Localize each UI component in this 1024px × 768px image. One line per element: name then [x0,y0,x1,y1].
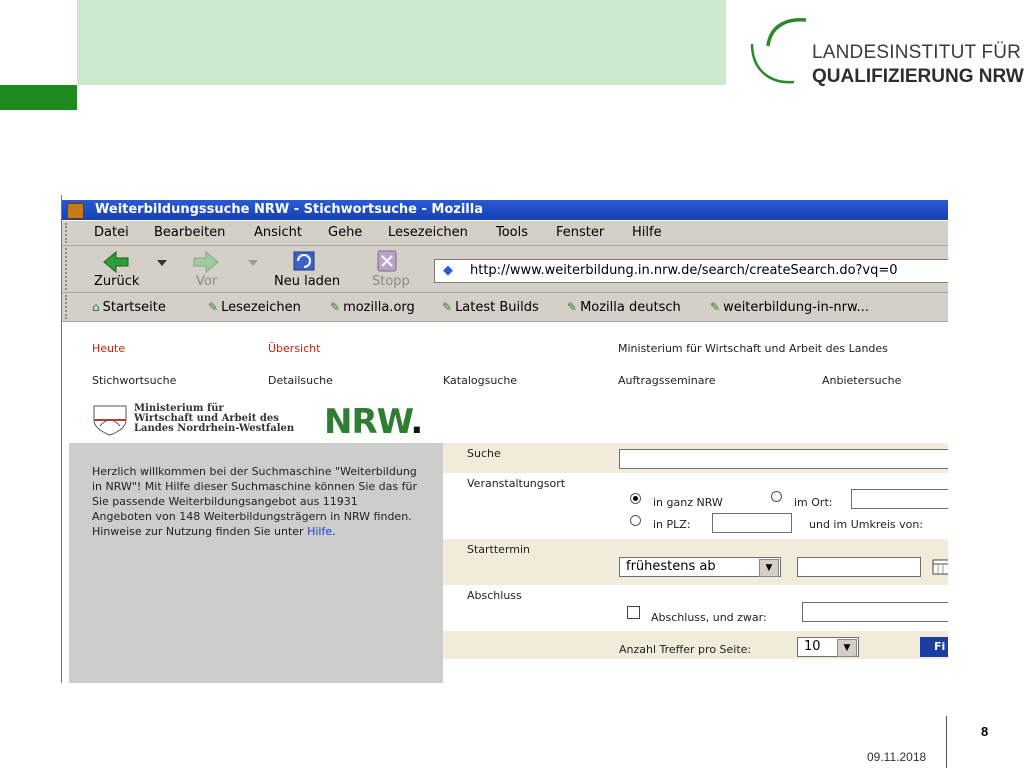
link-ministerium[interactable]: Ministerium für Wirtschaft und Arbeit des Landes [618,342,888,355]
treffer-select[interactable]: 10 ▼ [797,637,859,657]
abschluss-checkbox[interactable] [627,606,640,619]
radio-im-ort-label: im Ort: [794,496,833,509]
top-green-band [77,0,726,85]
tab-detailsuche[interactable]: Detailsuche [268,374,333,387]
window-title: Weiterbildungssuche NRW - Stichwortsuche - Mozilla [95,202,483,217]
green-accent-block [0,85,77,110]
tab-katalogsuche[interactable]: Katalogsuche [443,374,518,387]
toolbar-grip[interactable] [65,248,77,290]
menu-tools[interactable]: Tools [496,225,529,240]
ministry-logo-line3: Landes Nordrhein-Westfalen [134,423,295,434]
help-link[interactable]: Hilfe [307,525,333,538]
ministry-logo-line2: Wirtschaft und Arbeit des [134,413,279,424]
radio-plz-label: in PLZ: [653,518,691,531]
forward-button[interactable]: Vor [196,274,218,289]
abschluss-label: Abschluss [467,589,522,602]
chevron-down-icon[interactable]: ▼ [759,559,779,577]
menu-fenster[interactable]: Fenster [556,225,605,240]
ort-input[interactable] [851,489,948,509]
abschluss-input[interactable] [802,602,948,622]
toolbar-grip[interactable] [65,223,77,243]
bookmark-mozilla-org[interactable]: ✎ mozilla.org [330,300,415,315]
menu-ansicht[interactable]: Ansicht [254,225,303,240]
tab-stichwortsuche[interactable]: Stichwortsuche [92,374,177,387]
radio-plz[interactable] [630,515,641,526]
forward-arrow-icon[interactable] [190,250,220,274]
back-arrow-icon[interactable] [102,250,132,274]
menu-datei[interactable]: Datei [94,225,129,240]
calendar-icon[interactable] [932,557,948,575]
footer-divider [946,716,947,768]
url-text[interactable]: http://www.weiterbildung.in.nrw.de/search/createSearch.do?vq=0 [470,263,898,278]
bookmark-latest-builds[interactable]: ✎ Latest Builds [442,300,539,315]
nrw-coat-of-arms-icon [92,404,128,436]
suche-input[interactable] [619,449,948,469]
institute-logo-arc-icon [748,14,812,88]
plz-input[interactable] [712,513,792,533]
url-field[interactable] [434,259,948,283]
web-page [62,322,948,683]
bookmarks-toolbar [62,293,948,322]
reload-button[interactable]: Neu laden [274,274,341,289]
toolbar-grip[interactable] [65,295,77,319]
nrw-logo: NRW. [324,402,423,442]
ministry-logo-line1: Ministerium für [134,403,224,414]
menu-bar [62,221,948,246]
reload-icon[interactable] [290,248,318,274]
home-icon: ⌂ [92,300,100,314]
menu-hilfe[interactable]: Hilfe [632,225,662,240]
welcome-panel [69,443,443,683]
bookmark-weiterbildung[interactable]: ✎ weiterbildung-in-nrw... [710,300,869,315]
veranstaltungsort-label: Veranstaltungsort [467,477,566,490]
bookmark-icon: ✎ [442,300,453,314]
slide-date: 09.11.2018 [867,750,927,764]
stop-icon[interactable] [374,248,400,274]
radio-im-ort[interactable] [771,491,782,502]
starttermin-label: Starttermin [467,543,531,556]
starttermin-select[interactable]: frühestens ab ▼ [619,557,781,577]
menu-gehe[interactable]: Gehe [328,225,363,240]
radio-ganz-nrw-label: in ganz NRW [653,496,723,509]
browser-screenshot [61,195,948,683]
bookmark-mozilla-deutsch[interactable]: ✎ Mozilla deutsch [567,300,681,315]
bookmark-icon: ✎ [710,300,721,314]
navigation-toolbar [62,246,948,293]
menu-bearbeiten[interactable]: Bearbeiten [154,225,226,240]
submit-button[interactable]: Fi [920,637,948,657]
tab-anbietersuche[interactable]: Anbietersuche [822,374,902,387]
tab-auftragsseminare[interactable]: Auftragsseminare [618,374,716,387]
back-dropdown-icon[interactable] [157,260,167,266]
bookmark-icon: ✎ [330,300,341,314]
radio-ganz-nrw[interactable] [630,493,641,504]
abschluss-checkbox-label: Abschluss, und zwar: [651,611,767,624]
bookmark-icon: ✎ [567,300,578,314]
suche-label: Suche [467,447,501,460]
window-titlebar [62,200,948,220]
page-icon: ◆ [443,263,453,278]
stop-button[interactable]: Stopp [372,274,410,289]
slide-page-number: 8 [981,724,989,739]
mozilla-app-icon [67,203,84,219]
bookmark-startseite[interactable]: ⌂ Startseite [92,300,166,315]
link-uebersicht[interactable]: Übersicht [268,342,321,355]
umkreis-label: und im Umkreis von: [809,518,924,531]
welcome-text: Herzlich willkommen bei der Suchmaschine "Weiterbildung in NRW"! Mit Hilfe dieser Suchmaschine können Sie das für Sie passende Weiterbildungsangebot aus 11931 Angeboten von 148 Weiterbildungsträgern in NRW finden. Hinweise zur Nutzung finden Sie unter Hilfe. [92,465,417,538]
chevron-down-icon[interactable]: ▼ [837,639,857,657]
logo-text-line1: LANDESINSTITUT FÜR [812,42,1022,63]
forward-dropdown-icon[interactable] [248,260,258,266]
starttermin-date-input[interactable] [797,557,921,577]
nrw-logo-dot: . [410,402,423,442]
link-heute[interactable]: Heute [92,342,126,355]
menu-lesezeichen[interactable]: Lesezeichen [388,225,468,240]
treffer-label: Anzahl Treffer pro Seite: [619,643,752,656]
bookmarks-icon: ✎ [208,300,219,314]
bookmark-lesezeichen[interactable]: ✎ Lesezeichen [208,300,301,315]
logo-text-line2: QUALIFIZIERUNG NRW [812,66,1024,87]
back-button[interactable]: Zurück [94,274,140,289]
